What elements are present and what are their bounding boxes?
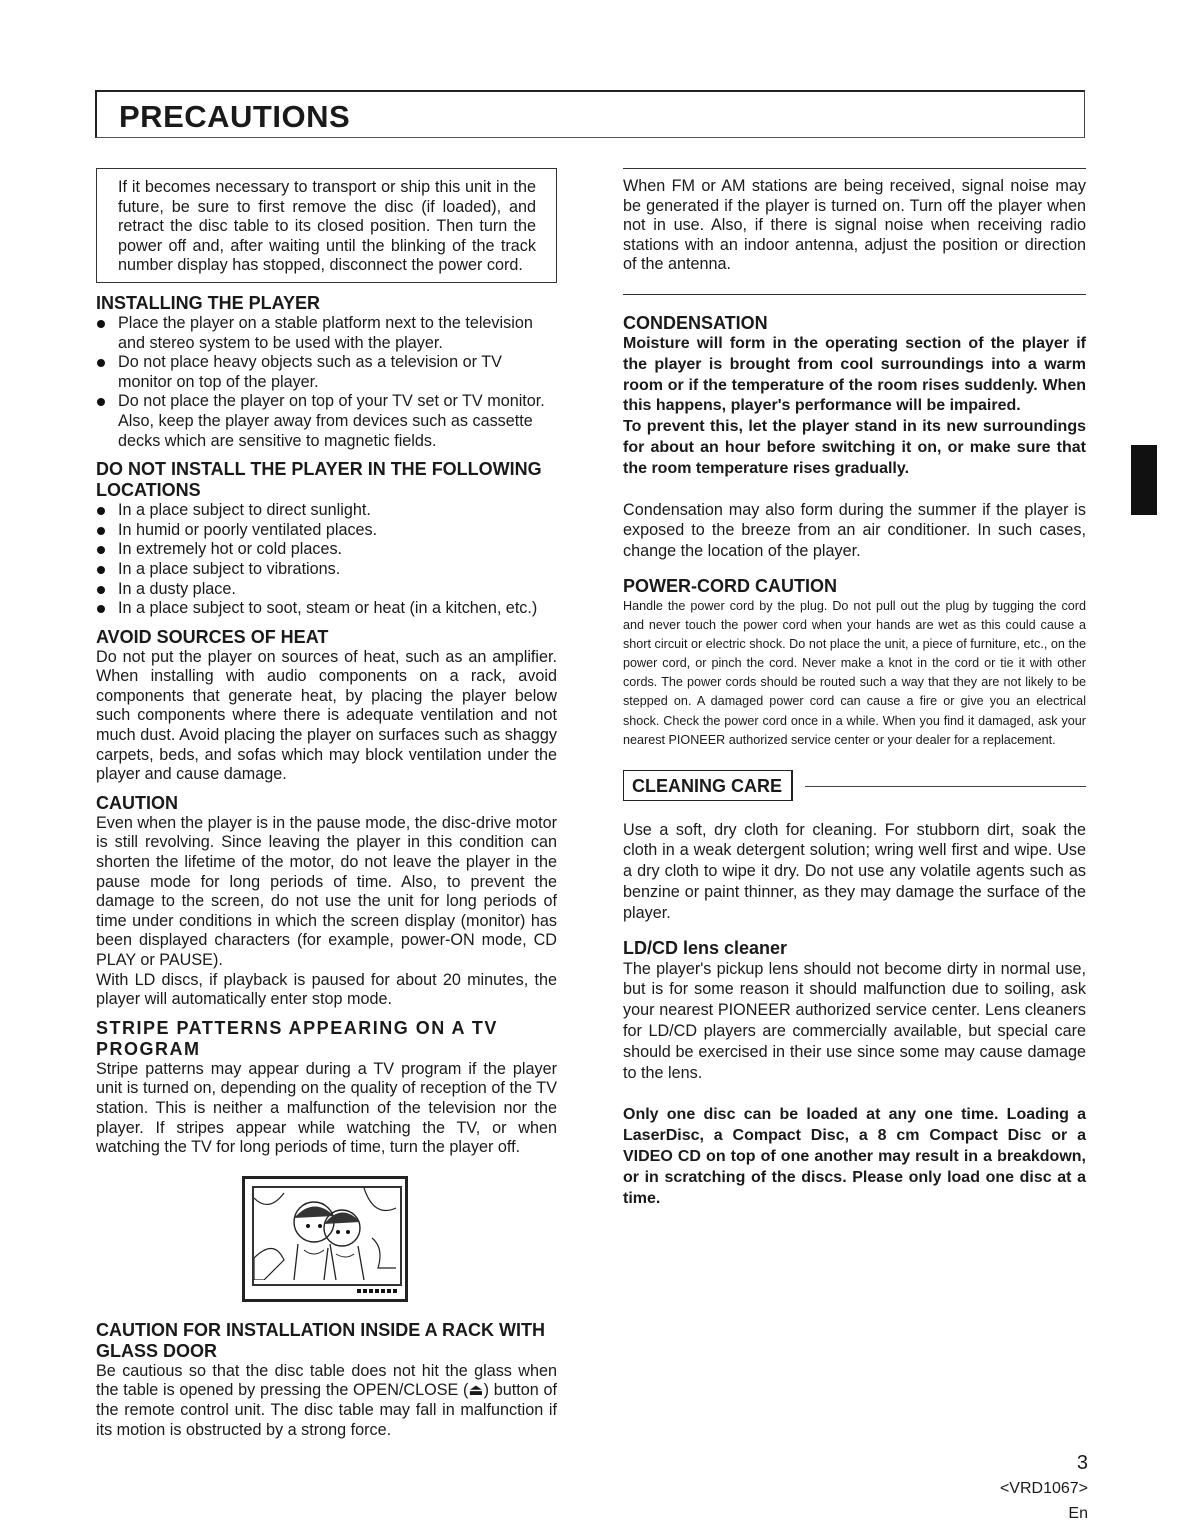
section-caution xyxy=(96,793,557,1010)
section-powercord xyxy=(623,576,1086,750)
divider xyxy=(805,786,1086,787)
tv-illustration xyxy=(242,1176,408,1302)
divider xyxy=(623,168,1086,169)
one-disc-warning: Only one disc can be loaded at any one time. Loading a LaserDisc, a Compact Disc, a 8 cm Compact Disc or a VIDEO CD on top of one another may result in a breakdown, or in scratching of the discs. Please only load one disc at a time. xyxy=(623,1106,1086,1207)
list-item: In a place subject to direct sunlight. xyxy=(96,501,557,521)
section-lens xyxy=(623,938,1086,1084)
title-box xyxy=(95,90,1085,138)
heat-body: Do not put the player on sources of heat, such as an amplifier. When installing with audio components on a rack, avoid components that generate heat, by placing the player below such components where there is adequate ventilation and not much dust. Avoid placing the player on surfaces such as shaggy carpets, beds, and sofas which may block ventilation under the player and cause damage. xyxy=(96,647,557,784)
tv-screen xyxy=(252,1186,402,1286)
page-number: 3 xyxy=(1076,1452,1088,1474)
heading-rack: CAUTION FOR INSTALLATION INSIDE A RACK WITH GLASS DOOR xyxy=(96,1319,545,1361)
heading-installing: INSTALLING THE PLAYER xyxy=(96,292,321,313)
caution-body-ld: With LD discs, if playback is paused for about 20 minutes, the player will automatically enter stop mode. xyxy=(96,970,557,1009)
caution-body: Even when the player is in the pause mode, the disc-drive motor is still revolving. Since leaving the player in this condition can shorten the lifetime of the motor, do not leave the player in the pause mode for long periods of time. Also, to prevent the damage to the screen, do not use the unit for long periods of time under conditions in which the screen display (monitor) has been displayed characters (for example, power-ON mode, CD PLAY or PAUSE). xyxy=(96,813,557,969)
list-item: In extremely hot or cold places. xyxy=(96,540,557,560)
heading-cleaning: CLEANING CARE xyxy=(623,770,793,801)
side-tab-marker xyxy=(1131,445,1157,515)
section-rack xyxy=(96,1320,557,1440)
heading-powercord: POWER-CORD CAUTION xyxy=(623,575,837,596)
section-locations xyxy=(96,459,557,619)
section-condensation xyxy=(623,313,1086,562)
tv-control-bar xyxy=(357,1289,397,1293)
right-column xyxy=(623,168,1086,1209)
condensation-body: Condensation may also form during the summer if the player is exposed to the breeze from an air conditioner. In such cases, change the location of the player. xyxy=(623,500,1086,561)
left-column xyxy=(96,168,557,1448)
condensation-warning: Moisture will form in the operating section of the player if the player is brought from cool surroundings into a warm room or if the temperature of the room rises suddenly. When this happens, player's performance will be impaired. xyxy=(623,334,1086,415)
list-item: In humid or poorly ventilated places. xyxy=(96,521,557,541)
installing-list xyxy=(96,314,557,451)
cleaning-body: Use a soft, dry cloth for cleaning. For stubborn dirt, soak the cloth in a weak detergent solution; wring well first and wipe. Use a dry cloth to wipe it dry. Do not use any volatile agents such as benzine or paint thinner, as they may damage the surface of the player. xyxy=(623,820,1086,922)
lens-body: The player's pickup lens should not become dirty in normal use, but is for some reason it should malfunction due to soiling, ask your nearest PIONEER authorized service center. Lens cleaners for LD/CD players are commercially available, but special care should be exercised in their use since some may cause damage to the lens. xyxy=(623,959,1086,1082)
divider xyxy=(623,294,1086,295)
section-heat xyxy=(96,627,557,785)
transport-notice: If it becomes necessary to transport or ship this unit in the future, be sure to first remove the disc (if loaded), and retract the disc table to its closed position. Then turn the power off and, after waiting until the blinking of the track number display has stopped, disconnect the power cord. xyxy=(118,178,536,275)
section-cleaning xyxy=(623,820,1086,924)
list-item: In a place subject to soot, steam or heat (in a kitchen, etc.) xyxy=(96,599,557,619)
rack-body: Be cautious so that the disc table does not hit the glass when the table is opened by pressing the OPEN/CLOSE (⏏) button of the remote control unit. The disc table may fall in malfunction if its motion is obstructed by a strong force. xyxy=(96,1361,557,1439)
heading-stripe: STRIPE PATTERNS APPEARING ON A TV PROGRAM xyxy=(96,1017,498,1059)
heading-lens: LD/CD lens cleaner xyxy=(623,937,788,958)
locations-list xyxy=(96,501,557,619)
heading-condensation: CONDENSATION xyxy=(623,312,768,333)
list-item: Do not place the player on top of your TV set or TV monitor. Also, keep the player away from devices such as cassette decks which are sensitive to magnetic fields. xyxy=(96,392,557,451)
powercord-body: Handle the power cord by the plug. Do not pull out the plug by tugging the cord and never touch the power cord when your hands are wet as this could cause a short circuit or electric shock. Do not place the unit, a piece of furniture, etc., on the power cord, or pinch the cord. Never make a knot in the cord or tie it with other cords. The power cords should be routed such a way that they are not likely to be stepped on. A damaged power cord can cause a fire or give you an electrical shock. Check the power cord once in a while. When you find it damaged, ask your nearest PIONEER authorized service center or your dealer for a replacement. xyxy=(623,598,1086,747)
list-item: Do not place heavy objects such as a television or TV monitor on top of the player. xyxy=(96,353,557,392)
cartoon-image xyxy=(254,1188,396,1280)
heading-heat: AVOID SOURCES OF HEAT xyxy=(96,626,329,647)
heading-caution: CAUTION xyxy=(96,792,178,813)
transport-notice-box xyxy=(96,168,557,283)
section-stripe xyxy=(96,1018,557,1302)
list-item: In a place subject to vibrations. xyxy=(96,560,557,580)
language-code: En xyxy=(1068,1505,1088,1522)
page-title: PRECAUTIONS xyxy=(119,99,351,134)
heading-locations: DO NOT INSTALL THE PLAYER IN THE FOLLOWING LOCATIONS xyxy=(96,459,542,501)
list-item: Place the player on a stable platform next to the television and stereo system to be used with the player. xyxy=(96,314,557,353)
stripe-body: Stripe patterns may appear during a TV program if the player unit is turned on, depending on the quality of reception of the TV station. This is neither a malfunction of the television nor the player. If stripes appear while watching the TV, or when watching the TV for long periods of time, turn the player off. xyxy=(96,1059,557,1157)
section-installing xyxy=(96,293,557,451)
list-item: In a dusty place. xyxy=(96,580,557,600)
radio-note: When FM or AM stations are being received, signal noise may be generated if the player is turned on. Turn off the player when not in use. Also, if there is signal noise when receiving radio stations with an indoor antenna, adjust the position or direction of the antenna. xyxy=(623,177,1086,274)
cleaning-heading-wrap xyxy=(623,770,1086,802)
doc-code: <VRD1067> xyxy=(999,1480,1088,1497)
condensation-prevention: To prevent this, let the player stand in its new surroundings for about an hour before switching it on, or make sure that the room temperature rises gradually. xyxy=(623,418,1086,477)
